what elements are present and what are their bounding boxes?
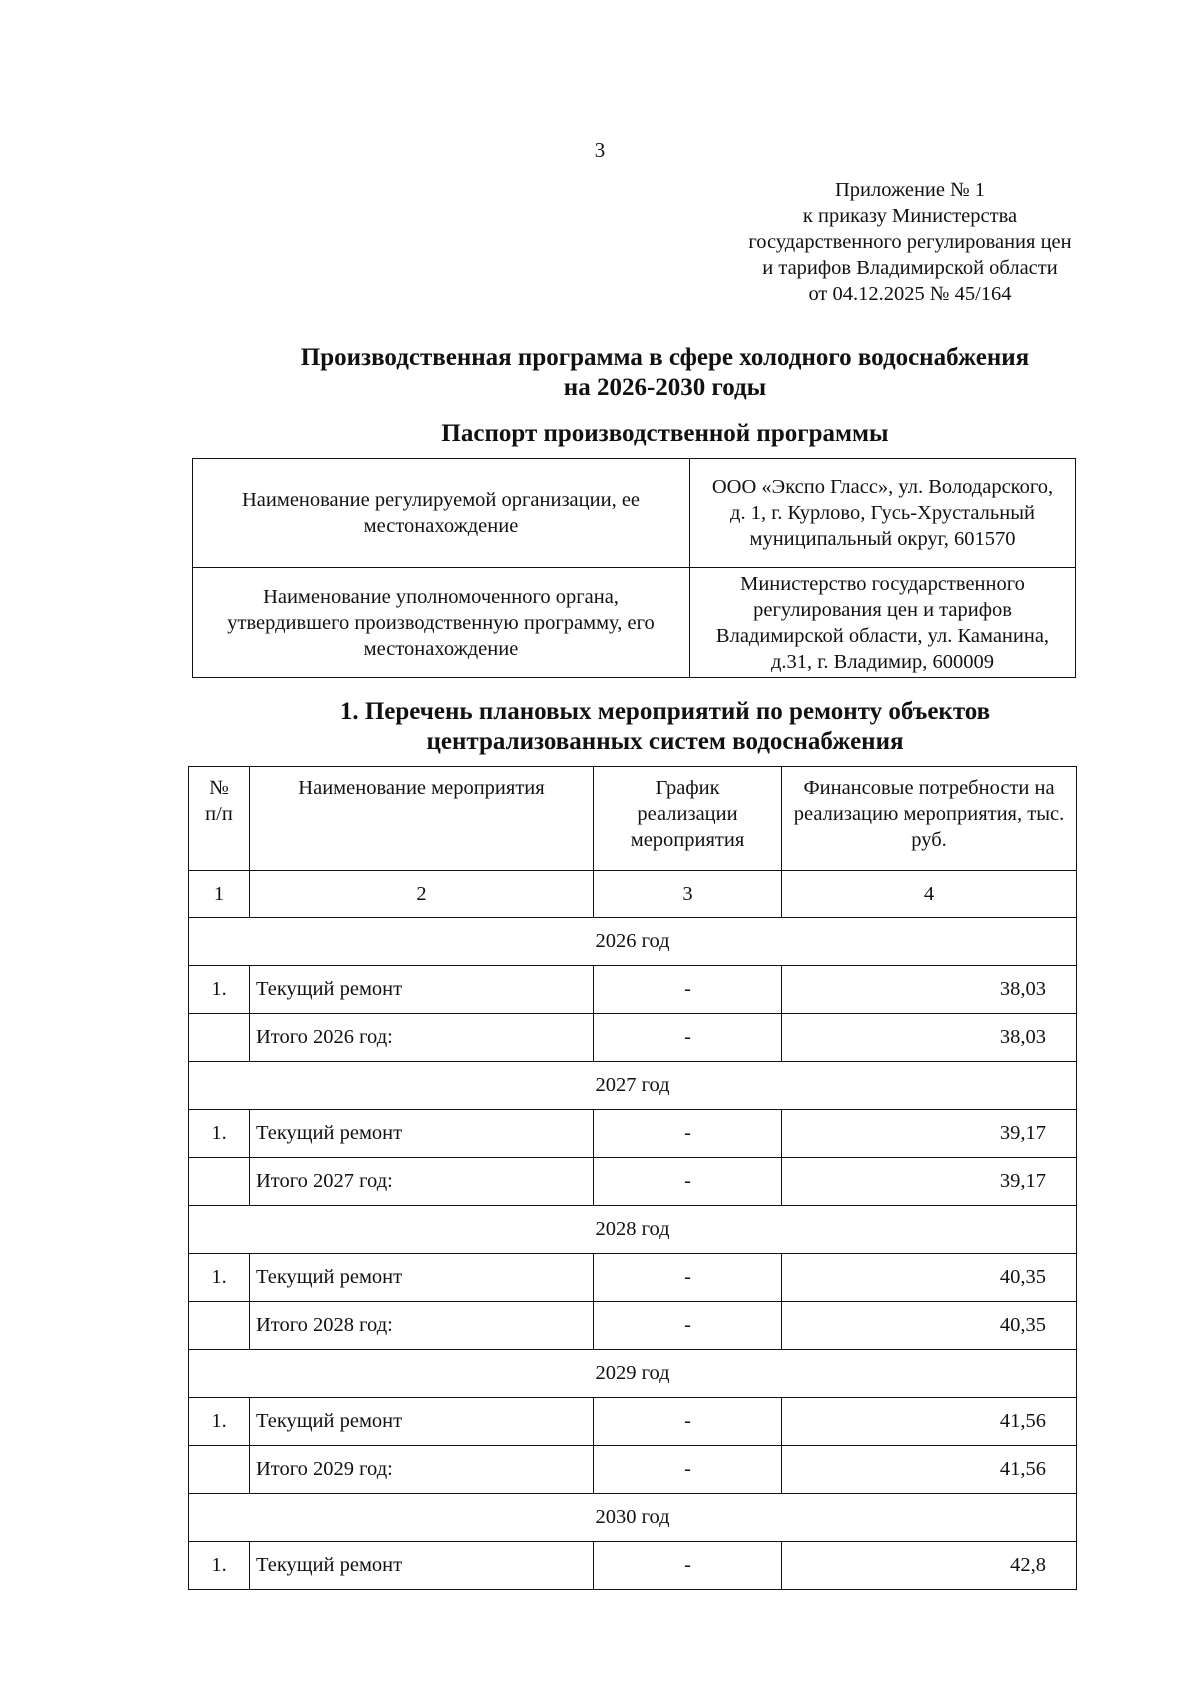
header-amount: Финансовые потребности на реализацию мероприятия, тыс. руб. xyxy=(782,767,1077,871)
section-title-line: 1. Перечень плановых мероприятий по ремонту объектов xyxy=(339,698,991,725)
row-schedule: - xyxy=(594,966,782,1014)
row-name: Текущий ремонт xyxy=(250,1254,594,1302)
appendix-line: государственного регулирования цен xyxy=(748,231,1072,253)
document-title xyxy=(200,343,1130,403)
row-num-empty xyxy=(189,1014,250,1062)
appendix-line: от 04.12.2025 № 45/164 xyxy=(808,283,1012,305)
total-name: Итого 2028 год: xyxy=(250,1302,594,1350)
row-schedule: - xyxy=(594,1542,782,1590)
row-amount: 41,56 xyxy=(782,1398,1077,1446)
header-num: № п/п xyxy=(189,767,250,871)
passport-heading: Паспорт производственной программы xyxy=(441,420,889,447)
header-schedule: График реализации мероприятия xyxy=(594,767,782,871)
title-line: на 2026-2030 годы xyxy=(563,374,767,401)
table-row xyxy=(189,1542,1077,1590)
year-row xyxy=(189,918,1077,966)
table-row xyxy=(189,1254,1077,1302)
total-name: Итого 2029 год: xyxy=(250,1446,594,1494)
title-line: Производственная программа в сфере холодного водоснабжения xyxy=(300,344,1030,371)
total-name: Итого 2027 год: xyxy=(250,1158,594,1206)
passport-value: ООО «Экспо Гласс», ул. Володарского, д. 1, г. Курлово, Гусь-Хрустальный муниципальный округ, 601570 xyxy=(690,459,1076,568)
row-num: 1. xyxy=(189,1398,250,1446)
total-amount: 38,03 xyxy=(782,1014,1077,1062)
table-row xyxy=(189,1398,1077,1446)
appendix-line: к приказу Министерства xyxy=(802,205,1018,227)
row-name: Текущий ремонт xyxy=(250,1542,594,1590)
column-number: 2 xyxy=(250,871,594,918)
total-schedule: - xyxy=(594,1446,782,1494)
passport-label: Наименование регулируемой организации, ее местонахождение xyxy=(193,459,690,568)
year-label: 2030 год xyxy=(189,1494,1077,1542)
year-row xyxy=(189,1206,1077,1254)
row-amount: 38,03 xyxy=(782,966,1077,1014)
total-row xyxy=(189,1446,1077,1494)
row-amount: 39,17 xyxy=(782,1110,1077,1158)
year-label: 2026 год xyxy=(189,918,1077,966)
appendix-line: и тарифов Владимирской области xyxy=(762,257,1058,279)
row-num-empty xyxy=(189,1446,250,1494)
table-row xyxy=(189,1110,1077,1158)
total-amount: 40,35 xyxy=(782,1302,1077,1350)
row-num: 1. xyxy=(189,1254,250,1302)
row-schedule: - xyxy=(594,1110,782,1158)
column-number: 3 xyxy=(594,871,782,918)
works-table xyxy=(188,766,1077,1590)
passport-row xyxy=(193,568,1076,678)
column-number-row xyxy=(189,871,1077,918)
column-number: 1 xyxy=(189,871,250,918)
total-row xyxy=(189,1014,1077,1062)
column-number: 4 xyxy=(782,871,1077,918)
appendix-line: Приложение № 1 xyxy=(834,179,986,201)
total-schedule: - xyxy=(594,1158,782,1206)
total-amount: 39,17 xyxy=(782,1158,1077,1206)
total-schedule: - xyxy=(594,1014,782,1062)
passport-table xyxy=(192,458,1076,678)
section-title xyxy=(200,697,1130,757)
total-row xyxy=(189,1158,1077,1206)
row-num-empty xyxy=(189,1158,250,1206)
row-name: Текущий ремонт xyxy=(250,1110,594,1158)
appendix-block xyxy=(700,177,1120,307)
year-label: 2029 год xyxy=(189,1350,1077,1398)
row-num: 1. xyxy=(189,1110,250,1158)
total-name: Итого 2026 год: xyxy=(250,1014,594,1062)
row-amount: 40,35 xyxy=(782,1254,1077,1302)
passport-value: Министерство государственного регулирования цен и тарифов Владимирской области, ул. Каманина, д.31, г. Владимир, 600009 xyxy=(690,568,1076,678)
row-amount: 42,8 xyxy=(782,1542,1077,1590)
total-row xyxy=(189,1302,1077,1350)
passport-row xyxy=(193,459,1076,568)
section-title-line: централизованных систем водоснабжения xyxy=(426,728,904,755)
row-num: 1. xyxy=(189,1542,250,1590)
row-schedule: - xyxy=(594,1398,782,1446)
year-label: 2027 год xyxy=(189,1062,1077,1110)
row-schedule: - xyxy=(594,1254,782,1302)
row-name: Текущий ремонт xyxy=(250,1398,594,1446)
year-row xyxy=(189,1494,1077,1542)
total-amount: 41,56 xyxy=(782,1446,1077,1494)
row-name: Текущий ремонт xyxy=(250,966,594,1014)
year-row xyxy=(189,1350,1077,1398)
total-schedule: - xyxy=(594,1302,782,1350)
page-number: 3 xyxy=(594,138,606,162)
table-header-row xyxy=(189,767,1077,871)
row-num: 1. xyxy=(189,966,250,1014)
year-label: 2028 год xyxy=(189,1206,1077,1254)
header-name: Наименование мероприятия xyxy=(250,767,594,871)
passport-label: Наименование уполномоченного органа, утвердившего производственную программу, его местонахождение xyxy=(193,568,690,678)
year-row xyxy=(189,1062,1077,1110)
row-num-empty xyxy=(189,1302,250,1350)
table-row xyxy=(189,966,1077,1014)
